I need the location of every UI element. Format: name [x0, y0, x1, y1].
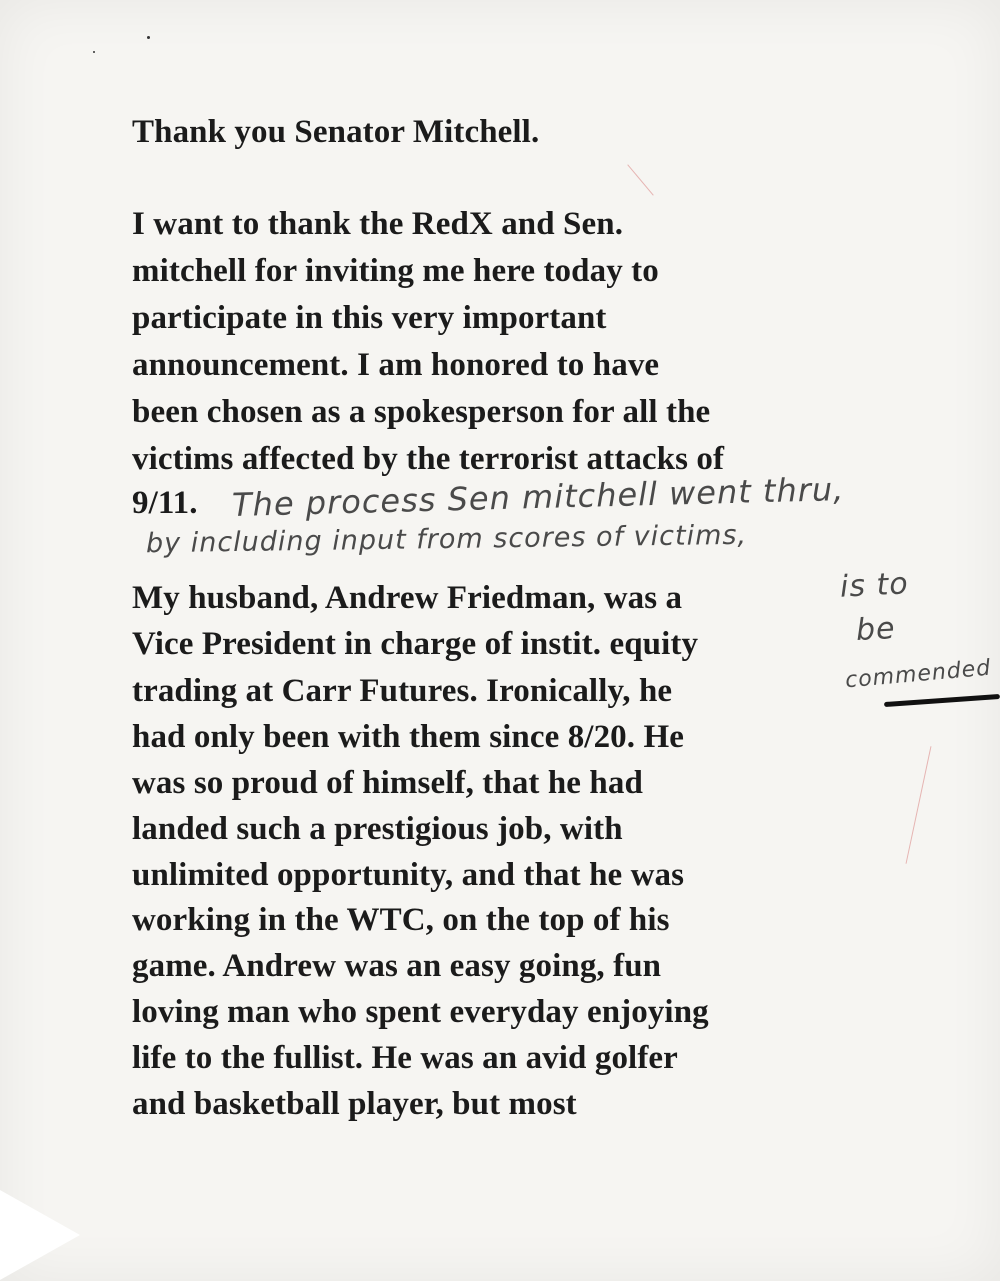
greeting-line: Thank you Senator Mitchell. — [132, 114, 540, 150]
body-line: had only been with them since 8/20. He — [132, 719, 684, 755]
body-line: was so proud of himself, that he had — [132, 765, 643, 801]
body-line: announcement. I am honored to have — [132, 347, 660, 383]
body-line: victims affected by the terrorist attacks of — [132, 441, 725, 477]
handwritten-note: The process Sen mitchell went thru, — [231, 469, 845, 525]
body-line: and basketball player, but most — [132, 1086, 577, 1122]
body-line: working in the WTC, on the top of his — [132, 902, 670, 938]
body-line: My husband, Andrew Friedman, was a — [132, 580, 683, 616]
scan-speck — [147, 36, 150, 39]
body-line: been chosen as a spokesperson for all the — [132, 394, 711, 430]
body-line: Vice President in charge of instit. equity — [132, 626, 699, 662]
folded-corner — [0, 1190, 80, 1280]
handwritten-note: be — [855, 610, 897, 649]
handwritten-note: is to — [839, 566, 910, 605]
pen-mark — [627, 164, 653, 195]
scan-speck — [93, 51, 95, 53]
handwritten-note: by including input from scores of victims, — [145, 519, 748, 560]
body-line: 9/11. — [132, 485, 198, 521]
handwritten-underline — [884, 694, 1000, 707]
body-line: I want to thank the RedX and Sen. — [132, 206, 624, 242]
body-line: game. Andrew was an easy going, fun — [132, 948, 662, 984]
body-line: participate in this very important — [132, 300, 607, 336]
body-line: trading at Carr Futures. Ironically, he — [132, 673, 673, 709]
pen-mark — [906, 746, 932, 864]
handwritten-note: commended — [844, 655, 993, 694]
body-line: unlimited opportunity, and that he was — [132, 857, 685, 893]
body-line: landed such a prestigious job, with — [132, 811, 623, 847]
body-line: life to the fullist. He was an avid golfer — [132, 1040, 678, 1076]
body-line: loving man who spent everyday enjoying — [132, 994, 709, 1030]
body-line: mitchell for inviting me here today to — [132, 253, 659, 289]
